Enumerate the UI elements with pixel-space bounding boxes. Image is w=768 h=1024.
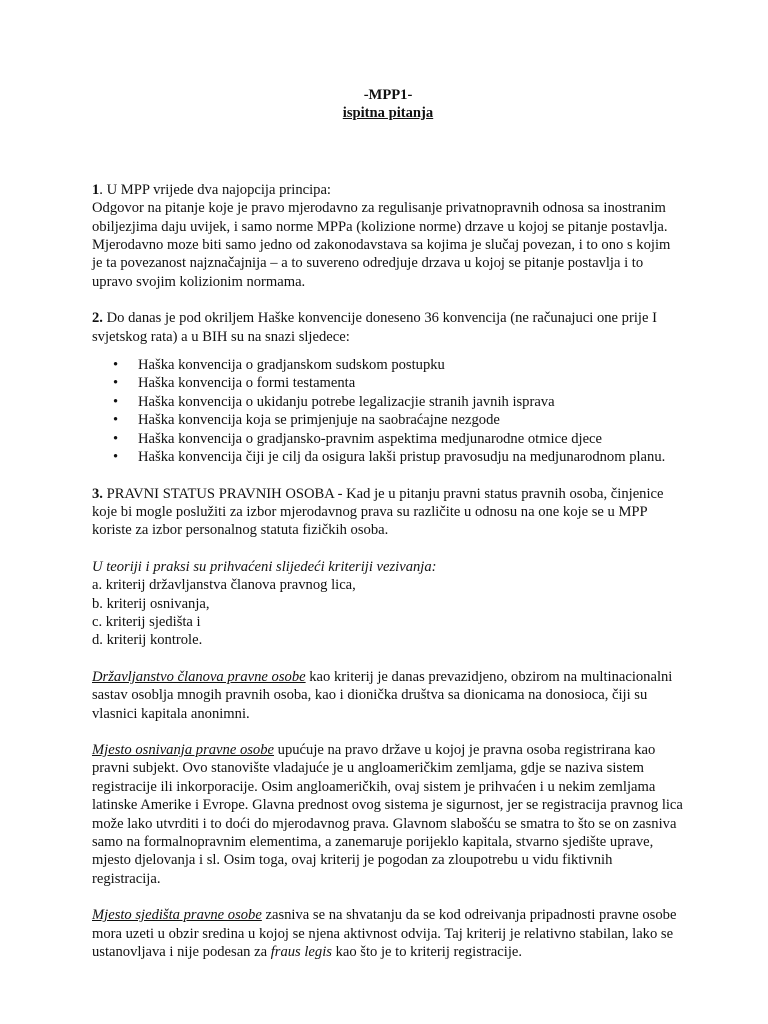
list-item: • Haška konvencija o ukidanju potrebe legalizacjie stranih javnih isprava: [138, 393, 684, 411]
criteria-item: a. kriterij državljanstva članova pravnog lica,: [92, 577, 356, 594]
document-header: [92, 86, 684, 123]
list-item: • Haška konvencija o gradjansko-pravnim aspektima medjunarodne otmice djece: [138, 430, 684, 448]
question-3-number: 3.: [92, 485, 103, 502]
term-seat: Mjesto sjedišta pravne osobe: [92, 907, 262, 924]
list-item: • Haška konvencija čiji je cilj da osigura lakši pristup pravosudju na medjunarodnom planu.: [138, 448, 684, 466]
question-1-heading: [92, 181, 684, 199]
question-2-number: 2.: [92, 310, 103, 327]
document-page: [92, 86, 684, 961]
question-2: [92, 309, 684, 466]
question-1: [92, 181, 684, 291]
convention-list: [92, 356, 684, 466]
document-subtitle: ispitna pitanja: [342, 105, 434, 122]
term-citizenship: Državljanstvo članova pravne osobe: [92, 668, 306, 685]
criteria-item: d. kriterij kontrole.: [92, 632, 203, 649]
document-title: -MPP1-: [363, 87, 413, 103]
list-item: • Haška konvencija koja se primjenjuje na saobraćajne nezgode: [138, 411, 684, 429]
question-1-lead: . U MPP vrijede dva najopcija principa:: [99, 181, 331, 198]
paragraph-incorporation: Mjesto osnivanja pravne osobe upućuje na pravo države u kojoj je pravna osoba registrirana kao pravni subjekt. Ovo stanovište vladajuće je u angloameričkim zemljama, gdje se naziva sistem registracije ili inkorporacije. Osim angloameričkih, ovaj sistem je prihvaćen i u nekim zemljama latinske Amerike i Evrope. Glavna prednost ovog sistema je sigurnost, jer se registracija pravnog lica može lako utvrditi i to doći do mjerodavnog prava. Glavnom slabošću se smatra to što se on zasniva samo na formalnopravnim elementima, a zanemaruje porijeklo kapitala, stvarno sjedište uprave, mjesto djelovanja i sl. Osim toga, ovaj kriterij je pogodan za zloupotrebu u vidu fiktivnih registracija.: [92, 741, 683, 887]
term-incorporation: Mjesto osnivanja pravne osobe: [92, 741, 274, 758]
fraus-legis: fraus legis: [270, 944, 332, 961]
criteria-item: b. kriterij osnivanja,: [92, 595, 210, 612]
paragraph-citizenship: Državljanstvo članova pravne osobe kao kriterij je danas prevazidjeno, obzirom na multinacionalni sastav osoblja mnogih pravnih osoba, kao i dionička društva sa dionicama na donosioca, čiji su vlasnici kapitala anonimni.: [92, 668, 673, 722]
question-3-text: 3. PRAVNI STATUS PRAVNIH OSOBA - Kad je u pitanju pravni status pravnih osoba, činjenice koje bi mogle poslužiti za izbor mjerodavnog prava su različite u odnosu na one koje se u MPP koriste za izbor personalnog statuta fizičkih osoba.: [92, 485, 664, 539]
list-item: • Haška konvencija o gradjanskom sudskom postupku: [138, 356, 684, 374]
criteria-item: c. kriterij sjedišta i: [92, 613, 201, 630]
paragraph-seat: Mjesto sjedišta pravne osobe zasniva se na shvatanju da se kod odreivanja pripadnosti pravne osobe mora uzeti u obzir sredina u kojoj se njena aktivnost odvija. Taj kriterij je relativno stabilan, lako se ustanovljava i nije podesan za fraus legis kao što je to kriterij registracije.: [92, 907, 677, 961]
criteria-intro: U teoriji i praksi su prihvaćeni slijedeći kriteriji vezivanja:: [92, 558, 437, 575]
question-1-number: 1: [92, 181, 100, 198]
question-3: [92, 485, 684, 962]
list-item: • Haška konvencija o formi testamenta: [138, 374, 684, 392]
question-1-line-1: Odgovor na pitanje koje je pravo mjerodavno za regulisanje privatnopravnih odnosa sa inostranim obiljezjima daju uvijek, i samo norme MPPa (kolizione norme) drzave u kojoj se pitanje postavlja.: [92, 200, 668, 235]
question-1-line-2: Mjerodavno moze biti samo jedno od zakonodavstava sa kojima je slučaj povezan, i to ono s kojim je ta povezanost najznačajnija – a to suvereno odredjuje drzava u kojoj se pitanje postavlja i to upravo svojim kolizionim normama.: [92, 237, 671, 290]
question-2-text: 2. Do danas je pod okriljem Haške konvencije doneseno 36 konvencija (ne računajuci one prije I svjetskog rata) a u BIH su na snazi sljedece:: [92, 310, 657, 345]
